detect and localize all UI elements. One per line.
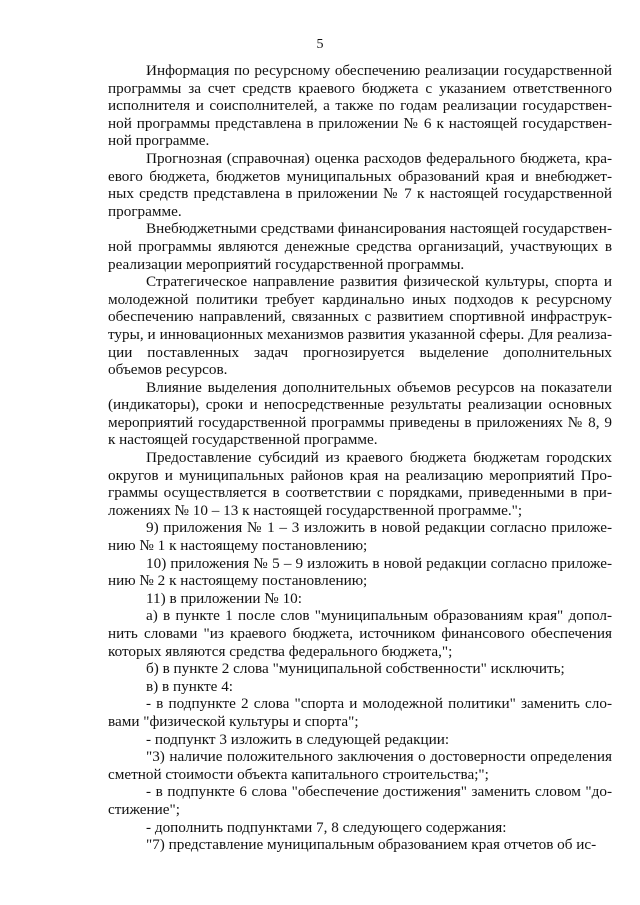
paragraph: - подпункт 3 изложить в следующей редакции: bbox=[146, 730, 450, 748]
paragraph: "7) представление муниципальным образованием края отчетов об ис- bbox=[146, 836, 597, 854]
paragraph: б) в пункте 2 слова "муниципальной собственности" исключить; bbox=[146, 660, 565, 678]
paragraph: Прогнозная (справочная) оценка расходов федерального бюджета, краевого бюджета, бюджетов муниципальных образований края и внебюджетных средств представлена в приложении № 7 к настоящей государственной программе. bbox=[108, 149, 612, 220]
paragraph: 9) приложения № 1 – 3 изложить в новой редакции согласно приложению № 1 к настоящему постановлению; bbox=[108, 519, 612, 555]
paragraph: Стратегическое направление развития физической культуры, спорта и молодежной политики требует кардинально иных подходов к ресурсному обеспечению направлений, связанных с развитием спортивной инфраструктуры, и инновационных механизмов развития указанной сферы. Для реализации поставленных задач прогнозируется выделение дополнительных объемов ресурсов. bbox=[108, 273, 612, 379]
paragraph: - дополнить подпунктами 7, 8 следующего содержания: bbox=[146, 818, 507, 836]
paragraph: Влияние выделения дополнительных объемов ресурсов на показатели (индикаторы), сроки и непосредственные результаты реализации основных мероприятий государственной программы приведены в приложениях № 8, 9 к настоящей государственной программе. bbox=[108, 378, 612, 449]
page-number: 5 bbox=[316, 37, 324, 52]
paragraph: Предоставление субсидий из краевого бюджета бюджетам городских округов и муниципальных районов края на реализацию мероприятий Программы осуществляется в соответствии с порядками, приведенными в приложениях № 10 – 13 к настоящей государственной программе."; bbox=[108, 449, 612, 519]
paragraph: в) в пункте 4: bbox=[146, 677, 234, 695]
paragraph: 10) приложения № 5 – 9 изложить в новой редакции согласно приложению № 2 к настоящему постановлению; bbox=[108, 554, 612, 590]
paragraph: - в подпункте 2 слова "спорта и молодежной политики" заменить словами "физической культуры и спорта"; bbox=[108, 695, 612, 730]
document-body bbox=[108, 62, 612, 854]
paragraph: Информация по ресурсному обеспечению реализации государственной программы за счет средств краевого бюджета с указанием ответственного исполнителя и соисполнителей, а также по годам реализации государственной программы представлена в приложении № 6 к настоящей государственной программе. bbox=[108, 62, 612, 150]
paragraph: "3) наличие положительного заключения о достоверности определения сметной стоимости объекта капитального строительства;"; bbox=[108, 748, 612, 783]
paragraph: Внебюджетными средствами финансирования настоящей государственной программы являются денежные средства организаций, участвующих в реализации мероприятий государственной программы. bbox=[108, 220, 612, 273]
paragraph: - в подпункте 6 слова "обеспечение достижения" заменить словом "достижение"; bbox=[108, 783, 612, 818]
paragraph: 11) в приложении № 10: bbox=[146, 589, 302, 607]
paragraph: а) в пункте 1 после слов "муниципальным образованиям края" дополнить словами "из краевого бюджета, источником финансового обеспечения которых являются средства федерального бюджета,"; bbox=[108, 607, 612, 660]
